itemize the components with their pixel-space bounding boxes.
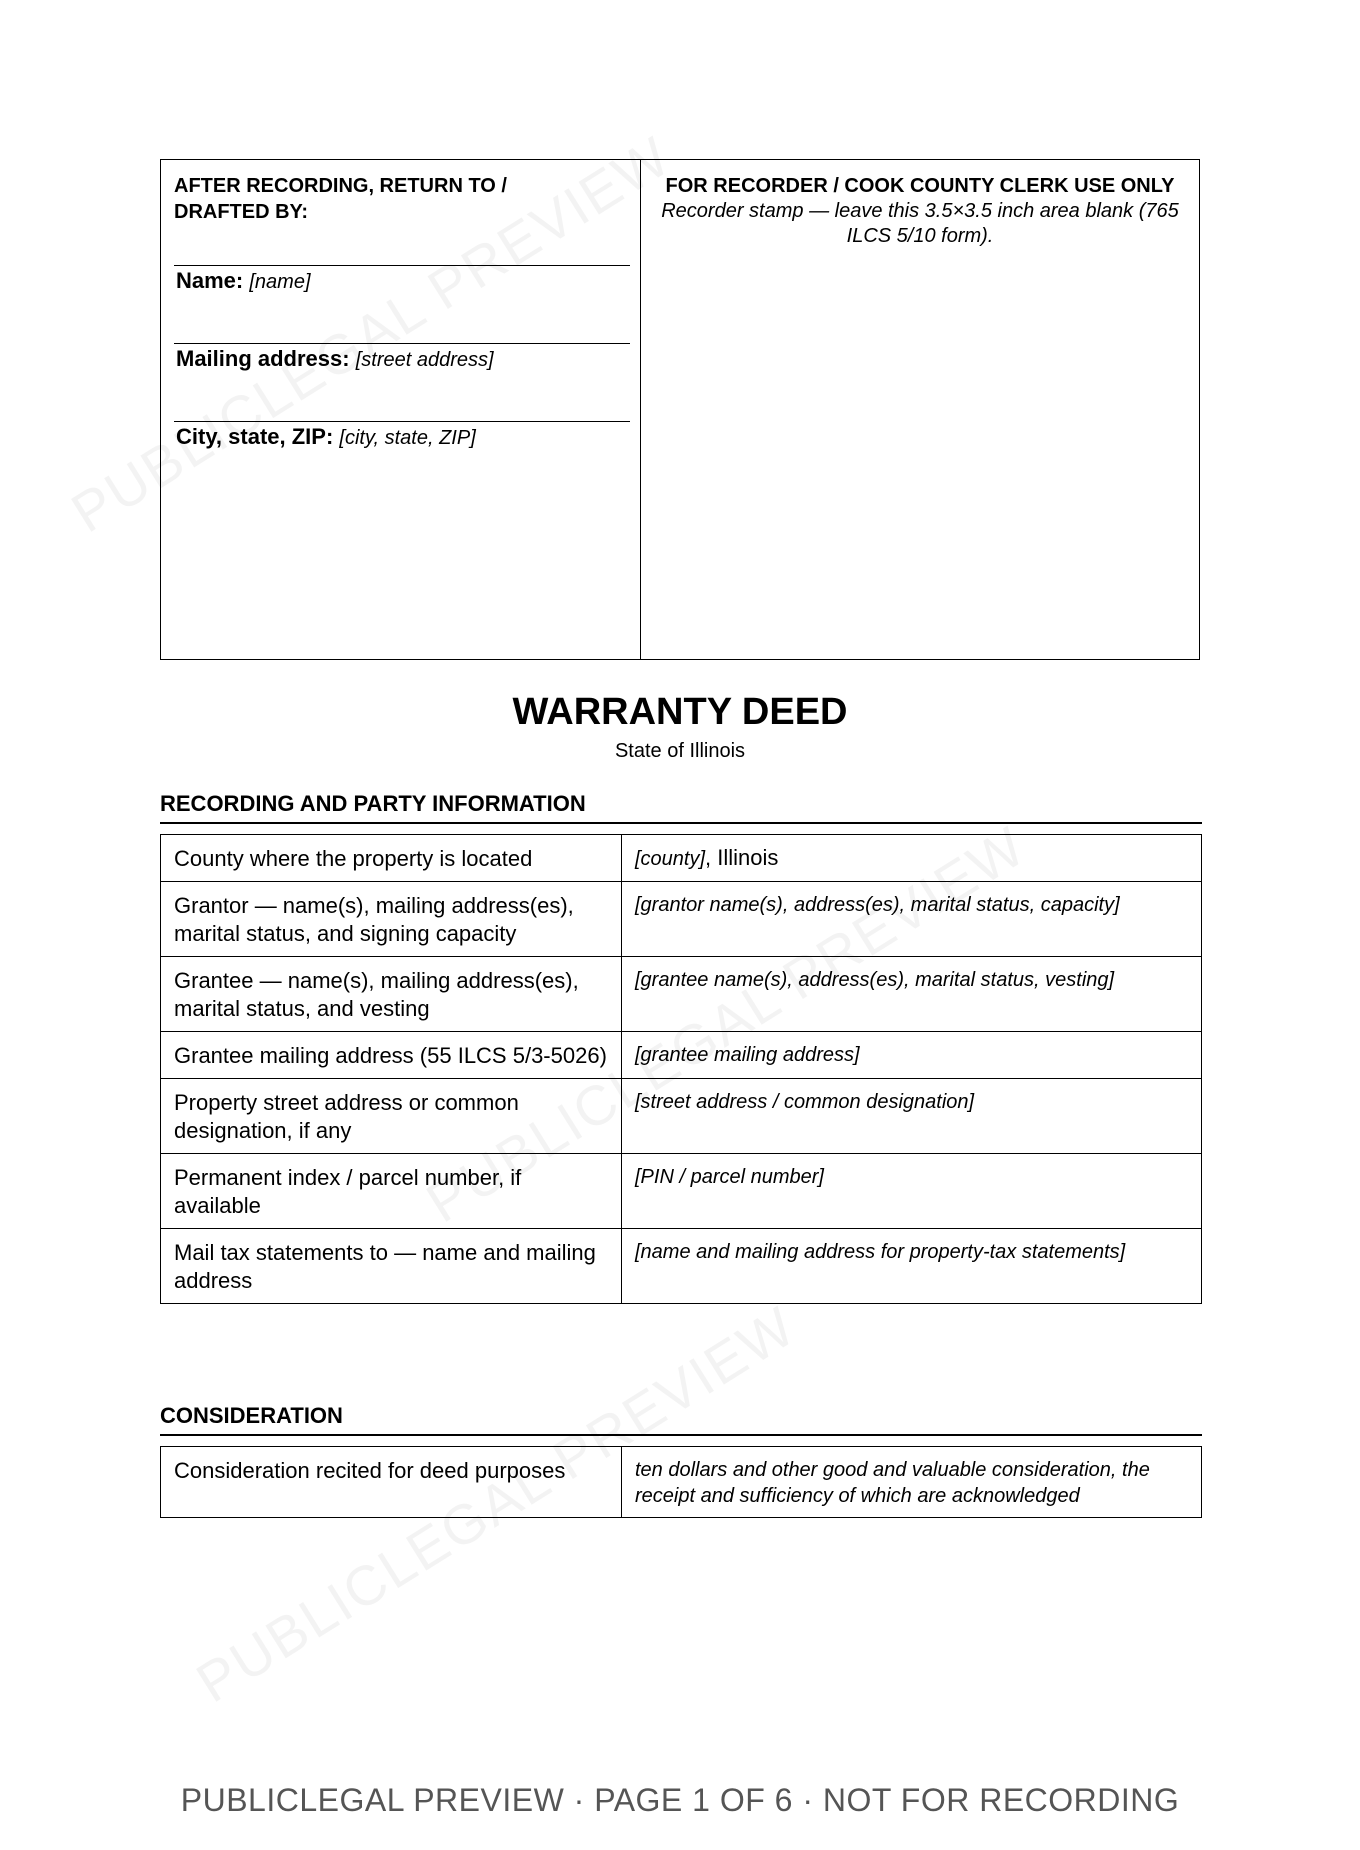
row-label: Mail tax statements to — name and mailing address	[161, 1229, 622, 1304]
row-label: Grantee mailing address (55 ILCS 5/3-5026)	[161, 1032, 622, 1079]
county-placeholder: [county]	[635, 848, 706, 870]
table-row	[161, 835, 1202, 882]
row-value: [grantee name(s), address(es), marital status, vesting]	[622, 957, 1202, 1032]
table-row	[161, 1447, 1202, 1518]
section-heading-party: RECORDING AND PARTY INFORMATION	[160, 790, 1202, 824]
return-to-heading: AFTER RECORDING, RETURN TO / DRAFTED BY:	[174, 175, 507, 223]
row-label: County where the property is located	[161, 835, 622, 882]
recording-header-box	[160, 159, 1200, 660]
section-heading-consideration: CONSIDERATION	[160, 1402, 1202, 1436]
recorder-use-panel	[641, 160, 1199, 659]
row-label: Consideration recited for deed purposes	[161, 1447, 622, 1518]
city-state-zip-label: City, state, ZIP:	[176, 424, 334, 449]
table-row	[161, 1154, 1202, 1229]
row-value: ten dollars and other good and valuable consideration, the receipt and sufficiency of which are acknowledged	[622, 1447, 1202, 1518]
row-value: [PIN / parcel number]	[622, 1154, 1202, 1229]
row-label: Permanent index / parcel number, if available	[161, 1154, 622, 1229]
row-value: [street address / common designation]	[622, 1079, 1202, 1154]
party-info-table	[160, 834, 1202, 1304]
table-row	[161, 1079, 1202, 1154]
mailing-address-value: [street address]	[355, 349, 494, 371]
row-value: [name and mailing address for property-tax statements]	[622, 1229, 1202, 1304]
row-label: Property street address or common designation, if any	[161, 1079, 622, 1154]
consideration-table	[160, 1446, 1202, 1518]
return-to-panel	[161, 160, 641, 659]
name-field	[174, 266, 630, 297]
city-state-zip-value: [city, state, ZIP]	[339, 427, 476, 449]
row-value	[622, 835, 1202, 882]
table-row	[161, 882, 1202, 957]
name-value: [name]	[249, 271, 311, 293]
county-suffix: , Illinois	[705, 845, 779, 870]
mailing-address-label: Mailing address:	[176, 346, 350, 371]
table-row	[161, 1032, 1202, 1079]
row-value: [grantee mailing address]	[622, 1032, 1202, 1079]
table-row	[161, 1229, 1202, 1304]
table-row	[161, 957, 1202, 1032]
recorder-use-heading: FOR RECORDER / COOK COUNTY CLERK USE ONLY	[665, 175, 1175, 197]
name-label: Name:	[176, 268, 244, 293]
row-label: Grantor — name(s), mailing address(es), marital status, and signing capacity	[161, 882, 622, 957]
recorder-stamp-note: Recorder stamp — leave this 3.5×3.5 inch area blank (765 ILCS 5/10 form).	[661, 200, 1179, 247]
row-label: Grantee — name(s), mailing address(es), marital status, and vesting	[161, 957, 622, 1032]
city-state-zip-field	[174, 422, 630, 453]
document-subtitle: State of Illinois	[614, 740, 746, 762]
document-title: WARRANTY DEED	[512, 691, 848, 733]
page-footer: PUBLICLEGAL PREVIEW · PAGE 1 OF 6 · NOT FOR RECORDING	[180, 1782, 1180, 1818]
mailing-address-field	[174, 344, 630, 375]
row-value: [grantor name(s), address(es), marital status, capacity]	[622, 882, 1202, 957]
